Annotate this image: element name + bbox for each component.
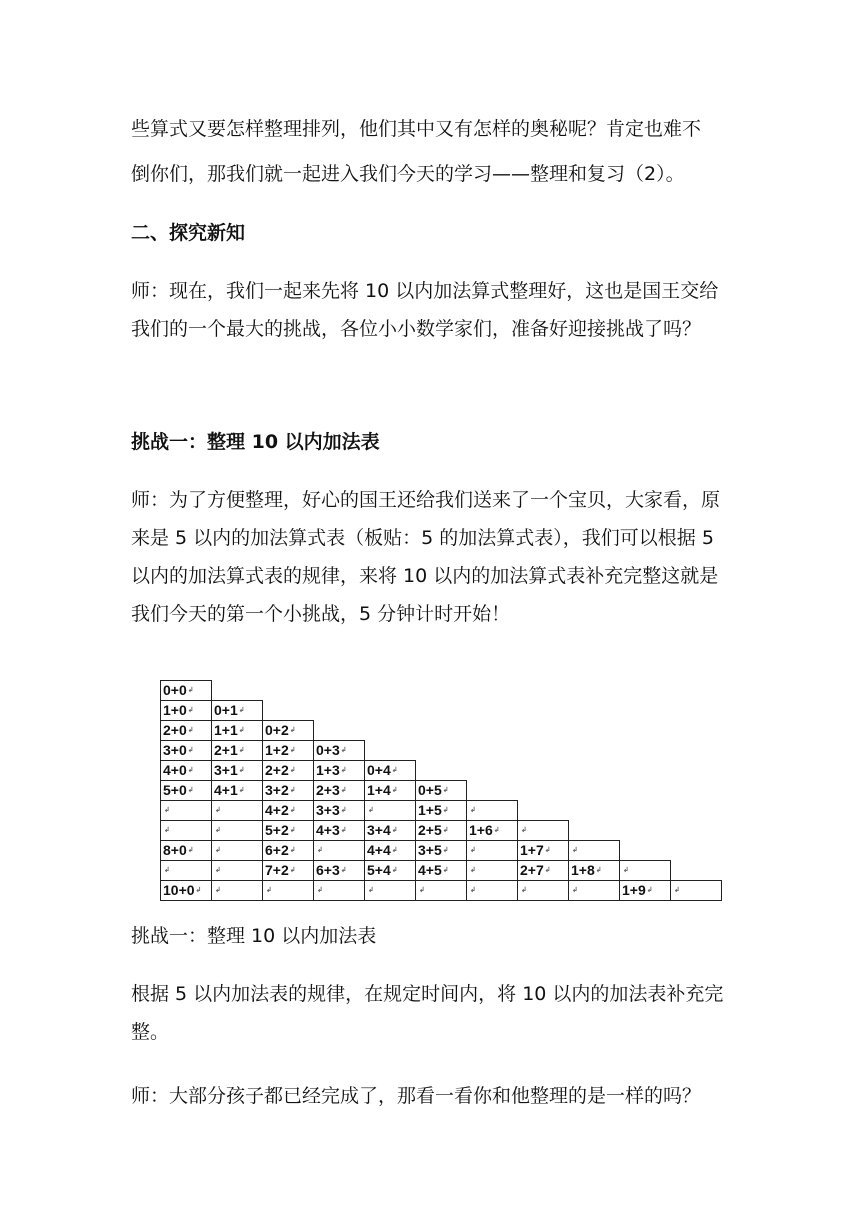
table-blank	[671, 741, 722, 761]
table-cell	[161, 861, 212, 881]
cell-end-mark-icon: ↲	[289, 867, 296, 874]
cell-value: 4+3	[316, 822, 340, 838]
cell-value: 1+4	[367, 782, 391, 798]
table-cell	[467, 841, 518, 861]
cell-value: 3+3	[316, 802, 340, 818]
cell-value: 2+1	[214, 742, 238, 758]
cell-end-mark-icon: ↲	[391, 827, 398, 834]
table-cell	[365, 861, 416, 881]
cell-end-mark-icon: ↲	[317, 847, 323, 854]
table-blank	[467, 701, 518, 721]
table-cell	[416, 861, 467, 881]
cell-end-mark-icon: ↲	[544, 847, 551, 854]
table-cell	[263, 821, 314, 841]
addition-table	[160, 680, 722, 901]
cell-end-mark-icon: ↲	[238, 767, 245, 774]
cell-end-mark-icon: ↲	[289, 767, 296, 774]
table-blank	[365, 741, 416, 761]
cell-value: 4+2	[265, 802, 289, 818]
cell-end-mark-icon: ↲	[544, 867, 551, 874]
cell-value: 1+2	[265, 742, 289, 758]
table-blank	[671, 721, 722, 741]
table-cell	[620, 861, 671, 881]
cell-end-mark-icon: ↲	[187, 727, 194, 734]
cell-end-mark-icon: ↲	[195, 887, 202, 894]
cell-end-mark-icon: ↲	[470, 867, 476, 874]
table-row	[161, 681, 722, 701]
table-cell	[314, 741, 365, 761]
table-blank	[416, 741, 467, 761]
cell-end-mark-icon: ↲	[215, 807, 221, 814]
table-cell	[263, 761, 314, 781]
cell-end-mark-icon: ↲	[289, 787, 296, 794]
table-blank	[620, 761, 671, 781]
cell-value: 6+3	[316, 862, 340, 878]
table-cell	[161, 801, 212, 821]
cell-end-mark-icon: ↲	[470, 847, 476, 854]
cell-value: 6+2	[265, 842, 289, 858]
table-blank	[620, 821, 671, 841]
table-cell	[518, 821, 569, 841]
section-heading: 二、探究新知	[131, 222, 246, 244]
table-cell	[416, 821, 467, 841]
cell-end-mark-icon: ↲	[442, 847, 449, 854]
cell-end-mark-icon: ↲	[442, 787, 449, 794]
table-blank	[620, 741, 671, 761]
cell-end-mark-icon: ↲	[419, 887, 425, 894]
cell-value: 2+7	[520, 862, 544, 878]
cell-end-mark-icon: ↲	[187, 747, 194, 754]
table-cell	[365, 841, 416, 861]
table-cell	[416, 781, 467, 801]
cell-end-mark-icon: ↲	[215, 827, 221, 834]
cell-end-mark-icon: ↲	[521, 887, 527, 894]
cell-value: 0+2	[265, 722, 289, 738]
table-blank	[518, 801, 569, 821]
table-cell	[263, 861, 314, 881]
cell-value: 1+6	[469, 822, 493, 838]
cell-end-mark-icon: ↲	[646, 887, 653, 894]
cell-end-mark-icon: ↲	[164, 867, 170, 874]
cell-end-mark-icon: ↲	[521, 827, 527, 834]
table-cell	[161, 681, 212, 701]
table-cell	[314, 881, 365, 901]
table-blank	[263, 701, 314, 721]
table-cell	[416, 801, 467, 821]
cell-value: 0+0	[163, 682, 187, 698]
challenge-heading: 挑战一：整理 10 以内加法表	[131, 431, 380, 453]
cell-end-mark-icon: ↲	[187, 767, 194, 774]
cell-end-mark-icon: ↲	[266, 887, 272, 894]
intro-line-2: 倒你们，那我们就一起进入我们今天的学习——整理和复习（2）。	[131, 163, 685, 185]
table-blank	[212, 681, 263, 701]
table-cell	[212, 841, 263, 861]
table-blank	[569, 741, 620, 761]
table-blank	[416, 721, 467, 741]
table-cell	[263, 841, 314, 861]
table-row	[161, 721, 722, 741]
table-blank	[671, 821, 722, 841]
cell-value: 0+1	[214, 702, 238, 718]
table-blank	[671, 801, 722, 821]
cell-end-mark-icon: ↲	[317, 887, 323, 894]
table-cell	[467, 881, 518, 901]
table-cell	[314, 761, 365, 781]
table-cell	[314, 841, 365, 861]
table-cell	[365, 761, 416, 781]
table-cell	[569, 861, 620, 881]
table-blank	[569, 781, 620, 801]
cell-end-mark-icon: ↲	[164, 807, 170, 814]
cell-end-mark-icon: ↲	[238, 747, 245, 754]
table-cell	[161, 881, 212, 901]
cell-value: 3+5	[418, 842, 442, 858]
teacher-paragraph-3: 师：大部分孩子都已经完成了，那看一看你和他整理的是一样的吗？	[131, 1085, 702, 1107]
table-blank	[467, 781, 518, 801]
cell-value: 1+7	[520, 842, 544, 858]
cell-end-mark-icon: ↲	[289, 747, 296, 754]
figure-caption: 挑战一：整理 10 以内加法表	[131, 925, 377, 947]
table-cell	[314, 821, 365, 841]
cell-end-mark-icon: ↲	[674, 887, 680, 894]
table-cell	[416, 841, 467, 861]
cell-end-mark-icon: ↲	[238, 727, 245, 734]
table-cell	[161, 761, 212, 781]
table-cell	[212, 801, 263, 821]
table-blank	[518, 681, 569, 701]
cell-end-mark-icon: ↲	[340, 807, 347, 814]
cell-value: 2+0	[163, 722, 187, 738]
cell-end-mark-icon: ↲	[289, 847, 296, 854]
cell-end-mark-icon: ↲	[368, 887, 374, 894]
cell-end-mark-icon: ↲	[289, 727, 296, 734]
table-cell	[161, 821, 212, 841]
cell-end-mark-icon: ↲	[442, 827, 449, 834]
cell-end-mark-icon: ↲	[215, 887, 221, 894]
table-blank	[416, 761, 467, 781]
table-row	[161, 701, 722, 721]
table-blank	[620, 681, 671, 701]
cell-value: 1+3	[316, 762, 340, 778]
table-cell	[263, 781, 314, 801]
table-cell	[212, 761, 263, 781]
table-blank	[620, 781, 671, 801]
table-cell	[263, 801, 314, 821]
table-cell	[314, 801, 365, 821]
cell-value: 5+4	[367, 862, 391, 878]
table-cell	[161, 781, 212, 801]
table-cell	[518, 861, 569, 881]
table-cell	[161, 741, 212, 761]
cell-value: 0+3	[316, 742, 340, 758]
table-row	[161, 741, 722, 761]
table-cell	[365, 881, 416, 901]
cell-value: 4+0	[163, 762, 187, 778]
cell-value: 7+2	[265, 862, 289, 878]
table-cell	[263, 741, 314, 761]
cell-end-mark-icon: ↲	[391, 847, 398, 854]
table-cell	[365, 821, 416, 841]
cell-end-mark-icon: ↲	[187, 847, 194, 854]
cell-end-mark-icon: ↲	[340, 867, 347, 874]
table-cell	[671, 881, 722, 901]
table-cell	[365, 801, 416, 821]
table-row	[161, 761, 722, 781]
table-blank	[365, 721, 416, 741]
cell-end-mark-icon: ↲	[289, 827, 296, 834]
cell-end-mark-icon: ↲	[215, 867, 221, 874]
cell-value: 3+2	[265, 782, 289, 798]
cell-value: 2+2	[265, 762, 289, 778]
table-blank	[518, 741, 569, 761]
addition-table-figure	[160, 680, 740, 910]
table-blank	[518, 721, 569, 741]
cell-value: 4+1	[214, 782, 238, 798]
table-blank	[467, 741, 518, 761]
cell-end-mark-icon: ↲	[238, 787, 245, 794]
table-blank	[620, 841, 671, 861]
cell-value: 3+4	[367, 822, 391, 838]
table-blank	[671, 841, 722, 861]
table-cell	[467, 821, 518, 841]
cell-value: 5+2	[265, 822, 289, 838]
table-cell	[212, 821, 263, 841]
table-blank	[671, 861, 722, 881]
cell-end-mark-icon: ↲	[289, 807, 296, 814]
table-cell	[314, 781, 365, 801]
table-blank	[467, 761, 518, 781]
table-blank	[263, 681, 314, 701]
cell-end-mark-icon: ↲	[340, 827, 347, 834]
table-row	[161, 861, 722, 881]
table-row	[161, 801, 722, 821]
cell-end-mark-icon: ↲	[442, 867, 449, 874]
table-row	[161, 881, 722, 901]
table-blank	[569, 801, 620, 821]
table-blank	[620, 721, 671, 741]
table-cell	[161, 721, 212, 741]
table-cell	[263, 721, 314, 741]
teacher-paragraph-2: 师：为了方便整理，好心的国王还给我们送来了一个宝贝，大家看，原来是 5 以内的加法算式表（板贴：5 的加法算式表），我们可以根据 5 以内的加法算式表的规律，来将 10 以内的加法算式表补充完整这就是我们今天的第一个小挑战，5 分钟计时开始！	[131, 489, 721, 625]
table-blank	[569, 821, 620, 841]
table-blank	[569, 681, 620, 701]
cell-value: 1+5	[418, 802, 442, 818]
table-blank	[365, 681, 416, 701]
cell-value: 8+0	[163, 842, 187, 858]
table-row	[161, 841, 722, 861]
cell-value: 0+4	[367, 762, 391, 778]
table-cell	[365, 781, 416, 801]
cell-value: 1+0	[163, 702, 187, 718]
cell-end-mark-icon: ↲	[164, 827, 170, 834]
cell-end-mark-icon: ↲	[238, 707, 245, 714]
table-cell	[263, 881, 314, 901]
cell-end-mark-icon: ↲	[340, 767, 347, 774]
cell-value: 4+4	[367, 842, 391, 858]
cell-end-mark-icon: ↲	[572, 887, 578, 894]
table-blank	[620, 701, 671, 721]
cell-end-mark-icon: ↲	[340, 747, 347, 754]
table-blank	[569, 761, 620, 781]
cell-end-mark-icon: ↲	[493, 827, 500, 834]
instruction-paragraph: 根据 5 以内加法表的规律，在规定时间内，将 10 以内的加法表补充完整。	[131, 983, 724, 1043]
cell-end-mark-icon: ↲	[368, 807, 374, 814]
table-blank	[467, 681, 518, 701]
table-blank	[314, 701, 365, 721]
cell-end-mark-icon: ↲	[391, 867, 398, 874]
table-blank	[416, 701, 467, 721]
table-cell	[467, 801, 518, 821]
cell-value: 1+1	[214, 722, 238, 738]
cell-end-mark-icon: ↲	[470, 807, 476, 814]
table-row	[161, 781, 722, 801]
table-blank	[518, 781, 569, 801]
table-cell	[518, 881, 569, 901]
table-blank	[314, 681, 365, 701]
cell-end-mark-icon: ↲	[623, 867, 629, 874]
table-cell	[467, 861, 518, 881]
table-blank	[671, 761, 722, 781]
cell-value: 5+0	[163, 782, 187, 798]
table-blank	[671, 701, 722, 721]
cell-value: 4+5	[418, 862, 442, 878]
cell-end-mark-icon: ↲	[340, 787, 347, 794]
intro-line-1: 些算式又要怎样整理排列，他们其中又有怎样的奥秘呢？肯定也难不	[131, 118, 702, 140]
table-blank	[518, 701, 569, 721]
cell-value: 3+1	[214, 762, 238, 778]
table-cell	[161, 701, 212, 721]
cell-end-mark-icon: ↲	[215, 847, 221, 854]
table-blank	[467, 721, 518, 741]
cell-end-mark-icon: ↲	[187, 787, 194, 794]
table-cell	[161, 841, 212, 861]
cell-value: 0+5	[418, 782, 442, 798]
cell-value: 3+0	[163, 742, 187, 758]
table-cell	[518, 841, 569, 861]
table-cell	[212, 721, 263, 741]
table-cell	[212, 881, 263, 901]
table-cell	[212, 741, 263, 761]
table-cell	[212, 781, 263, 801]
table-row	[161, 821, 722, 841]
cell-value: 2+5	[418, 822, 442, 838]
cell-end-mark-icon: ↲	[187, 707, 194, 714]
table-blank	[671, 781, 722, 801]
cell-end-mark-icon: ↲	[595, 867, 602, 874]
table-cell	[569, 881, 620, 901]
teacher-paragraph-1: 师：现在，我们一起来先将 10 以内加法算式整理好，这也是国王交给我们的一个最大的挑战，各位小小数学家们，准备好迎接挑战了吗？	[131, 280, 719, 340]
cell-value: 1+9	[622, 882, 646, 898]
cell-end-mark-icon: ↲	[187, 687, 194, 694]
cell-value: 1+8	[571, 862, 595, 878]
table-blank	[620, 801, 671, 821]
table-cell	[212, 861, 263, 881]
table-cell	[314, 861, 365, 881]
table-cell	[416, 881, 467, 901]
cell-end-mark-icon: ↲	[470, 887, 476, 894]
table-blank	[416, 681, 467, 701]
cell-end-mark-icon: ↲	[391, 767, 398, 774]
cell-end-mark-icon: ↲	[391, 787, 398, 794]
cell-end-mark-icon: ↲	[572, 847, 578, 854]
table-blank	[365, 701, 416, 721]
table-blank	[314, 721, 365, 741]
cell-value: 2+3	[316, 782, 340, 798]
table-blank	[518, 761, 569, 781]
table-cell	[212, 701, 263, 721]
table-cell	[569, 841, 620, 861]
table-blank	[569, 701, 620, 721]
cell-value: 10+0	[163, 882, 195, 898]
table-cell	[620, 881, 671, 901]
cell-end-mark-icon: ↲	[442, 807, 449, 814]
table-blank	[569, 721, 620, 741]
table-blank	[671, 681, 722, 701]
